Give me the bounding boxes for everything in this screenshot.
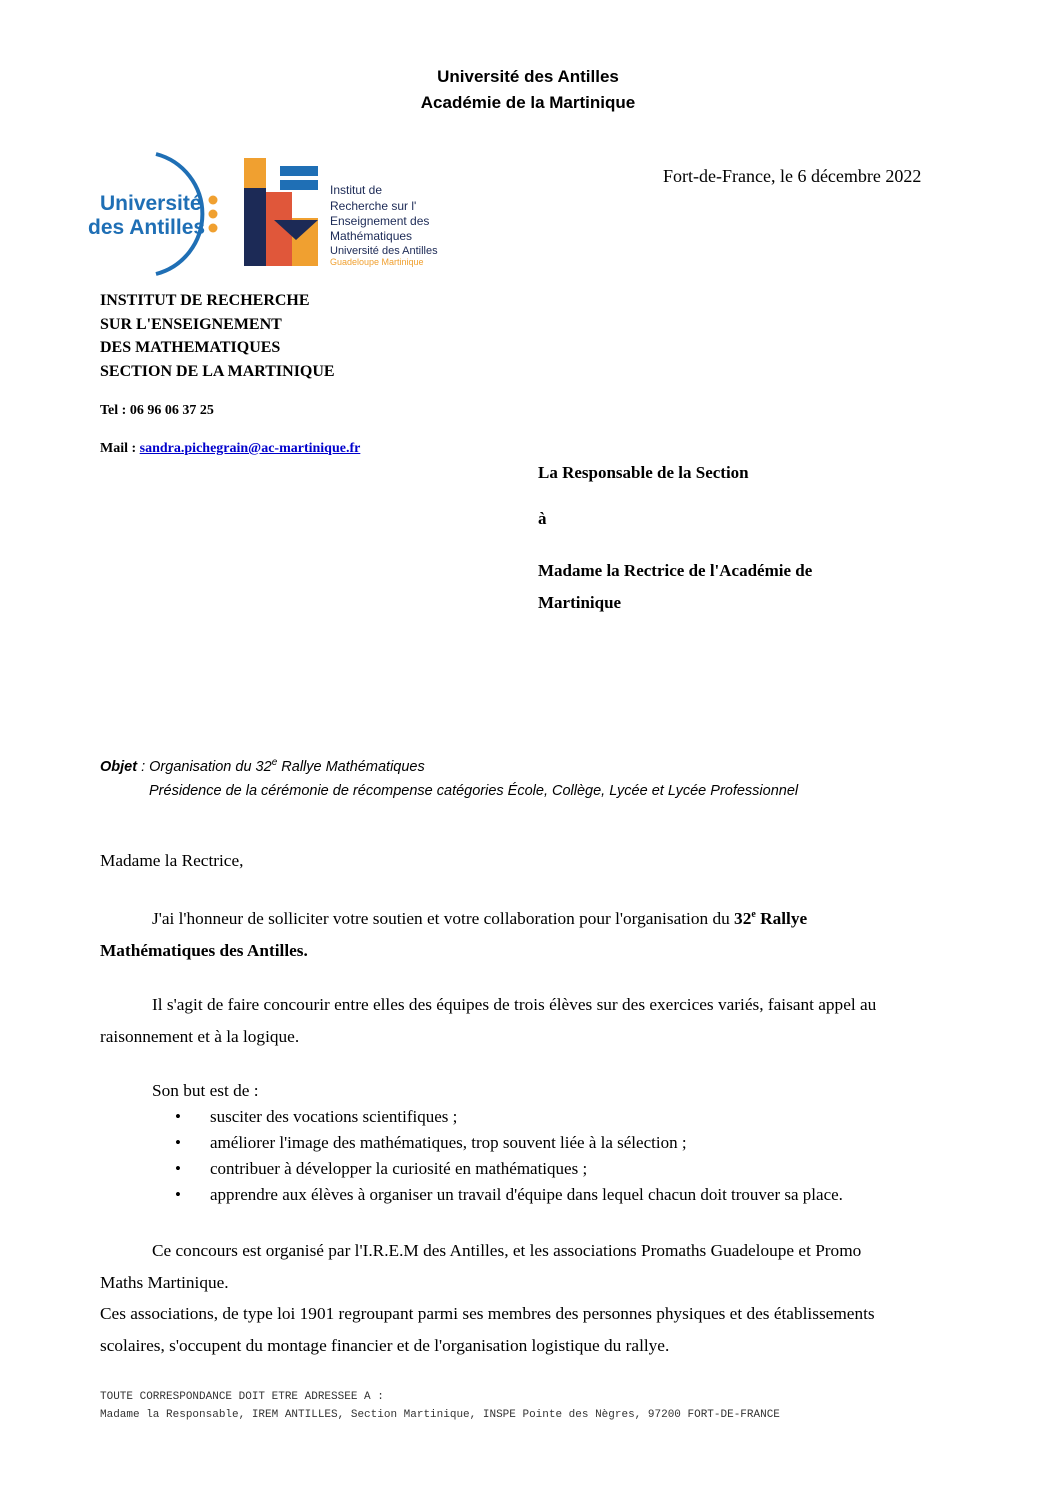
header-university: Université des Antilles	[437, 67, 619, 86]
recipient-line-2: Martinique	[538, 593, 622, 612]
objet-line-2: Présidence de la cérémonie de récompense catégories École, Collège, Lycée et Lycée Professionnel	[149, 783, 799, 799]
institute-line: SUR L'ENSEIGNEMENT	[100, 315, 282, 333]
irem-logo	[244, 158, 459, 270]
mail-link[interactable]: sandra.pichegrain@ac-martinique.fr	[139, 441, 361, 456]
p1-text: J'ai l'honneur de solliciter votre soutien et votre collaboration pour l'organisation du	[152, 909, 735, 928]
objet-text-2: Rallye Mathématiques	[277, 759, 425, 775]
institute-block	[100, 289, 335, 383]
paragraph-1-line-1	[152, 903, 807, 935]
recipient-a: à	[538, 509, 547, 528]
institute-mail-row	[100, 441, 360, 457]
paragraph-4-line-2: scolaires, s'occupent du montage financier et de l'organisation logistique du rallye.	[100, 1336, 670, 1355]
p1-bold-2: Rallye	[755, 909, 808, 928]
mail-label: Mail :	[100, 441, 140, 456]
institute-phone: Tel : 06 96 06 37 25	[100, 403, 214, 418]
list-item: • susciter des vocations scientifiques ;	[175, 1104, 843, 1130]
universite-antilles-logo	[86, 152, 226, 276]
irem-text-1: Institut de	[330, 183, 383, 197]
list-item: • apprendre aux élèves à organiser un travail d'équipe dans lequel chacun doit trouver sa place.	[175, 1182, 843, 1208]
univ-logo-text-2: des Antilles	[88, 216, 206, 239]
irem-text-3: Enseignement des	[330, 214, 430, 228]
paragraph-1-line-2: Mathématiques des Antilles.	[100, 941, 308, 960]
institute-line: DES MATHEMATIQUES	[100, 339, 281, 356]
paragraph-3-line-2: Maths Martinique.	[100, 1273, 229, 1292]
goals-intro: Son but est de :	[152, 1081, 259, 1100]
institute-line: INSTITUT DE RECHERCHE	[100, 292, 310, 309]
footer-line-2: Madame la Responsable, IREM ANTILLES, Section Martinique, INSPE Pointe des Nègres, 97200 FORT-DE-FRANCE	[100, 1409, 780, 1421]
p1-bold: 32	[734, 909, 752, 928]
p1-sup: e	[751, 909, 756, 921]
irem-text-5: Université des Antilles	[330, 245, 438, 257]
irem-text-4: Mathématiques	[330, 229, 413, 243]
objet-text: : Organisation du 32	[137, 759, 272, 775]
letter-date: Fort-de-France, le 6 décembre 2022	[663, 166, 922, 186]
irem-text-2: Recherche sur l'	[330, 199, 417, 213]
univ-logo-text-1: Université	[100, 192, 202, 215]
paragraph-3-line-1: Ce concours est organisé par l'I.R.E.M des Antilles, et les associations Promaths Guadeloupe et Promo	[152, 1241, 862, 1260]
recipient-line-1: Madame la Rectrice de l'Académie de	[538, 561, 813, 580]
paragraph-4-line-1: Ces associations, de type loi 1901 regroupant parmi ses membres des personnes physiques et des établissements	[100, 1304, 875, 1323]
footer	[100, 1388, 780, 1424]
header-academy: Académie de la Martinique	[420, 93, 636, 112]
objet-sup: e	[271, 757, 278, 769]
paragraph-2-line-2: raisonnement et à la logique.	[100, 1027, 300, 1046]
goals-list	[175, 1104, 843, 1208]
footer-line-1: TOUTE CORRESPONDANCE DOIT ETRE ADRESSEE A :	[100, 1391, 384, 1403]
salutation: Madame la Rectrice,	[100, 851, 244, 870]
objet-line-1	[100, 759, 425, 775]
objet-label: Objet	[100, 759, 138, 775]
irem-text-6: Guadeloupe Martinique	[330, 257, 424, 267]
institute-line: SECTION DE LA MARTINIQUE	[100, 362, 335, 380]
paragraph-2-line-1: Il s'agit de faire concourir entre elles des équipes de trois élèves sur des exercices variés, faisant appel au	[152, 995, 877, 1014]
sender-title: La Responsable de la Section	[538, 463, 749, 482]
list-item: • améliorer l'image des mathématiques, trop souvent liée à la sélection ;	[175, 1130, 843, 1156]
list-item: • contribuer à développer la curiosité en mathématiques ;	[175, 1156, 843, 1182]
